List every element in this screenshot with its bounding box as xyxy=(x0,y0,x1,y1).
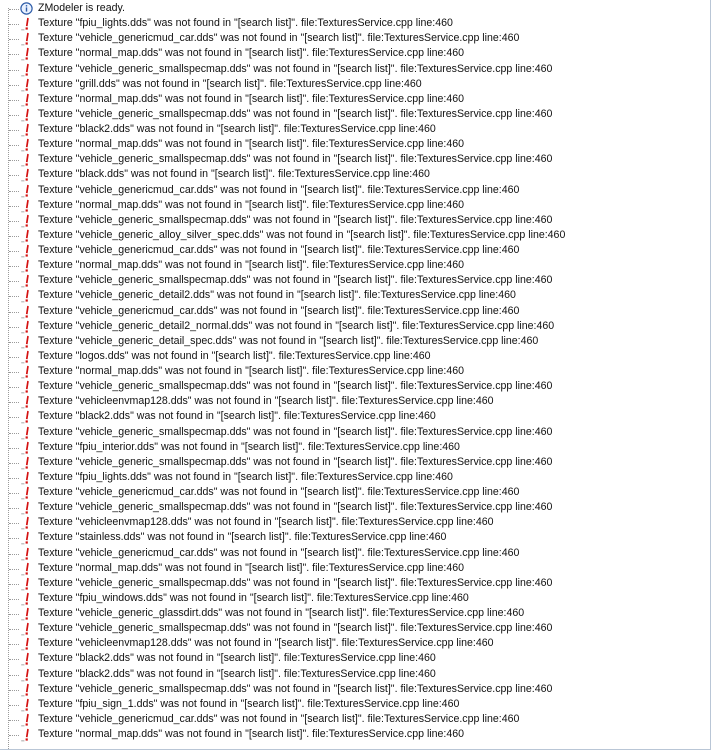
log-entry-text: Texture "vehicle_generic_smallspecmap.dds" was not found in "[search list]". file:TexturesService.cpp line:460 xyxy=(38,153,553,166)
error-icon xyxy=(20,153,34,166)
log-entry-info[interactable] xyxy=(0,1,710,16)
error-icon xyxy=(20,123,34,136)
log-entry-text: Texture "vehicle_generic_smallspecmap.dds" was not found in "[search list]". file:TexturesService.cpp line:460 xyxy=(38,622,553,635)
log-entry-text: Texture "vehicle_genericmud_car.dds" was not found in "[search list]". file:TexturesService.cpp line:460 xyxy=(38,32,520,45)
error-icon xyxy=(20,305,34,318)
error-icon xyxy=(20,17,34,30)
log-entry-error[interactable] xyxy=(0,576,710,591)
error-icon xyxy=(20,199,34,212)
log-entry-text: Texture "vehicle_generic_smallspecmap.dds" was not found in "[search list]". file:TexturesService.cpp line:460 xyxy=(38,213,553,226)
error-icon xyxy=(20,93,34,106)
message-log-list xyxy=(0,1,710,742)
log-entry-error[interactable] xyxy=(0,606,710,621)
error-icon xyxy=(20,471,34,484)
error-icon xyxy=(20,63,34,76)
log-entry-text: Texture "black2.dds" was not found in "[search list]". file:TexturesService.cpp line:460 xyxy=(38,410,436,423)
log-entry-text: Texture "vehicle_genericmud_car.dds" was not found in "[search list]". file:TexturesService.cpp line:460 xyxy=(38,304,520,317)
log-entry-text: Texture "vehicle_genericmud_car.dds" was not found in "[search list]". file:TexturesService.cpp line:460 xyxy=(38,546,520,559)
log-entry-text: Texture "vehicle_genericmud_car.dds" was not found in "[search list]". file:TexturesService.cpp line:460 xyxy=(38,712,520,725)
log-entry-error[interactable] xyxy=(0,636,710,651)
error-icon xyxy=(20,365,34,378)
error-icon xyxy=(20,668,34,681)
log-entry-error[interactable] xyxy=(0,16,710,31)
error-icon xyxy=(20,289,34,302)
error-icon xyxy=(20,531,34,544)
log-entry-text: Texture "black.dds" was not found in "[search list]". file:TexturesService.cpp line:460 xyxy=(38,168,430,181)
error-icon xyxy=(20,138,34,151)
error-icon xyxy=(20,562,34,575)
error-icon xyxy=(20,683,34,696)
log-entry-error[interactable] xyxy=(0,198,710,213)
log-entry-text: Texture "fpiu_lights.dds" was not found in "[search list]". file:TexturesService.cpp line:460 xyxy=(38,470,453,483)
log-entry-text: Texture "black2.dds" was not found in "[search list]". file:TexturesService.cpp line:460 xyxy=(38,667,436,680)
error-icon xyxy=(20,501,34,514)
log-entry-text: Texture "vehicle_generic_smallspecmap.dds" was not found in "[search list]". file:TexturesService.cpp line:460 xyxy=(38,576,553,589)
log-entry-error[interactable] xyxy=(0,409,710,424)
log-entry-error[interactable] xyxy=(0,727,710,742)
log-entry-text: Texture "vehicle_generic_detail_spec.dds" was not found in "[search list]". file:TexturesService.cpp line:460 xyxy=(38,334,539,347)
log-entry-error[interactable] xyxy=(0,213,710,228)
error-icon xyxy=(20,516,34,529)
log-entry-text: Texture "vehicle_generic_smallspecmap.dds" was not found in "[search list]". file:TexturesService.cpp line:460 xyxy=(38,682,553,695)
log-entry-text: Texture "normal_map.dds" was not found in "[search list]". file:TexturesService.cpp line:460 xyxy=(38,138,465,151)
log-entry-text: Texture "vehicleenvmap128.dds" was not found in "[search list]". file:TexturesService.cpp line:460 xyxy=(38,516,494,529)
error-icon xyxy=(20,592,34,605)
log-entry-text: Texture "vehicle_generic_smallspecmap.dds" was not found in "[search list]". file:TexturesService.cpp line:460 xyxy=(38,425,553,438)
log-entry-text: Texture "vehicle_genericmud_car.dds" was not found in "[search list]". file:TexturesService.cpp line:460 xyxy=(38,486,520,498)
error-icon xyxy=(20,713,34,726)
log-entry-error[interactable] xyxy=(0,697,710,712)
log-entry-error[interactable] xyxy=(0,470,710,485)
log-entry-text: Texture "vehicle_generic_smallspecmap.dds" was not found in "[search list]". file:TexturesService.cpp line:460 xyxy=(38,62,553,75)
error-icon xyxy=(20,244,34,257)
log-entry-text: Texture "normal_map.dds" was not found in "[search list]". file:TexturesService.cpp line:460 xyxy=(38,728,465,740)
error-icon xyxy=(20,78,34,91)
log-entry-error[interactable] xyxy=(0,364,710,379)
error-icon xyxy=(20,47,34,60)
log-entry-error[interactable] xyxy=(0,107,710,122)
log-entry-error[interactable] xyxy=(0,394,710,409)
log-entry-error[interactable] xyxy=(0,591,710,606)
error-icon xyxy=(20,350,34,363)
log-entry-error[interactable] xyxy=(0,379,710,394)
error-icon xyxy=(20,335,34,348)
log-entry-text: Texture "grill.dds" was not found in "[search list]". file:TexturesService.cpp line:460 xyxy=(38,77,422,90)
error-icon xyxy=(20,320,34,333)
log-entry-error[interactable] xyxy=(0,651,710,666)
log-entry-error[interactable] xyxy=(0,137,710,152)
error-icon xyxy=(20,32,34,45)
error-icon xyxy=(20,441,34,454)
log-entry-text: Texture "fpiu_sign_1.dds" was not found in "[search list]". file:TexturesService.cpp line:460 xyxy=(38,697,460,710)
error-icon xyxy=(20,698,34,711)
log-entry-text: Texture "normal_map.dds" was not found in "[search list]". file:TexturesService.cpp line:460 xyxy=(38,365,465,377)
error-icon xyxy=(20,607,34,620)
error-icon xyxy=(20,395,34,408)
log-entry-text: Texture "vehicleenvmap128.dds" was not found in "[search list]". file:TexturesService.cpp line:460 xyxy=(38,637,494,650)
log-entry-error[interactable] xyxy=(0,304,710,319)
log-entry-error[interactable] xyxy=(0,228,710,243)
log-entry-text: Texture "vehicle_genericmud_car.dds" was not found in "[search list]". file:TexturesService.cpp line:460 xyxy=(38,244,520,256)
log-entry-error[interactable] xyxy=(0,440,710,455)
error-icon xyxy=(20,108,34,121)
log-entry-text: Texture "vehicle_generic_smallspecmap.dds" was not found in "[search list]". file:TexturesService.cpp line:460 xyxy=(38,107,553,120)
log-entry-text: Texture "vehicle_genericmud_car.dds" was not found in "[search list]". file:TexturesService.cpp line:460 xyxy=(38,183,520,196)
log-entry-error[interactable] xyxy=(0,515,710,530)
error-icon xyxy=(20,652,34,665)
log-entry-text: Texture "vehicle_generic_alloy_silver_spec.dds" was not found in "[search list]". file:TexturesService.cpp line:460 xyxy=(38,228,566,241)
log-entry-text: Texture "normal_map.dds" was not found in "[search list]". file:TexturesService.cpp line:460 xyxy=(38,198,465,211)
error-icon xyxy=(20,184,34,197)
log-entry-text: Texture "vehicleenvmap128.dds" was not found in "[search list]". file:TexturesService.cpp line:460 xyxy=(38,395,494,408)
error-icon xyxy=(20,547,34,560)
log-entry-error[interactable] xyxy=(0,682,710,697)
log-entry-text: Texture "vehicle_generic_glassdirt.dds" was not found in "[search list]". file:TexturesService.cpp line:460 xyxy=(38,607,525,619)
log-entry-error[interactable] xyxy=(0,349,710,364)
log-entry-error[interactable] xyxy=(0,455,710,470)
log-entry-error[interactable] xyxy=(0,485,710,500)
log-entry-text: Texture "normal_map.dds" was not found in "[search list]". file:TexturesService.cpp line:460 xyxy=(38,561,465,574)
log-entry-error[interactable] xyxy=(0,319,710,334)
log-entry-text: Texture "vehicle_generic_smallspecmap.dds" was not found in "[search list]". file:TexturesService.cpp line:460 xyxy=(38,380,553,393)
log-entry-text: Texture "normal_map.dds" was not found in "[search list]". file:TexturesService.cpp line:460 xyxy=(38,92,465,105)
log-entry-text: ZModeler is ready. xyxy=(38,2,125,14)
log-entry-error[interactable] xyxy=(0,561,710,576)
log-entry-error[interactable] xyxy=(0,77,710,92)
log-entry-text: Texture "normal_map.dds" was not found in "[search list]". file:TexturesService.cpp line:460 xyxy=(38,47,465,60)
error-icon xyxy=(20,637,34,650)
log-entry-error[interactable] xyxy=(0,122,710,137)
error-icon xyxy=(20,380,34,393)
log-entry-error[interactable] xyxy=(0,425,710,440)
log-entry-error[interactable] xyxy=(0,273,710,288)
error-icon xyxy=(20,229,34,242)
log-entry-text: Texture "fpiu_windows.dds" was not found in "[search list]". file:TexturesService.cpp line:460 xyxy=(38,591,469,604)
error-icon xyxy=(20,426,34,439)
log-entry-text: Texture "vehicle_generic_detail2_normal.dds" was not found in "[search list]". file:TexturesService.cpp line:460 xyxy=(38,319,555,332)
log-entry-error[interactable] xyxy=(0,712,710,727)
log-entry-error[interactable] xyxy=(0,258,710,273)
log-entry-text: Texture "vehicle_generic_smallspecmap.dds" was not found in "[search list]". file:TexturesService.cpp line:460 xyxy=(38,455,553,468)
log-entry-text: Texture "vehicle_generic_detail2.dds" was not found in "[search list]". file:TexturesService.cpp line:460 xyxy=(38,289,516,302)
error-icon xyxy=(20,168,34,181)
error-icon xyxy=(20,577,34,590)
log-entry-text: Texture "stainless.dds" was not found in "[search list]". file:TexturesService.cpp line:460 xyxy=(38,531,447,544)
log-entry-text: Texture "vehicle_generic_smallspecmap.dds" was not found in "[search list]". file:TexturesService.cpp line:460 xyxy=(38,501,553,514)
error-icon xyxy=(20,456,34,469)
log-entry-error[interactable] xyxy=(0,243,710,258)
log-entry-text: Texture "fpiu_interior.dds" was not found in "[search list]". file:TexturesService.cpp line:460 xyxy=(38,440,460,453)
log-entry-error[interactable] xyxy=(0,92,710,107)
log-entry-error[interactable] xyxy=(0,183,710,198)
log-entry-error[interactable] xyxy=(0,288,710,303)
log-entry-text: Texture "normal_map.dds" was not found in "[search list]". file:TexturesService.cpp line:460 xyxy=(38,259,465,272)
log-entry-text: Texture "logos.dds" was not found in "[search list]". file:TexturesService.cpp line:460 xyxy=(38,349,431,362)
log-entry-error[interactable] xyxy=(0,167,710,182)
error-icon xyxy=(20,622,34,635)
log-entry-error[interactable] xyxy=(0,334,710,349)
error-icon xyxy=(20,259,34,272)
log-entry-error[interactable] xyxy=(0,62,710,77)
log-entry-error[interactable] xyxy=(0,500,710,515)
log-entry-text: Texture "black2.dds" was not found in "[search list]". file:TexturesService.cpp line:460 xyxy=(38,652,436,665)
log-entry-error[interactable] xyxy=(0,621,710,636)
log-entry-text: Texture "fpiu_lights.dds" was not found in "[search list]". file:TexturesService.cpp line:460 xyxy=(38,17,453,30)
log-entry-error[interactable] xyxy=(0,530,710,545)
log-entry-error[interactable] xyxy=(0,667,710,682)
log-entry-error[interactable] xyxy=(0,546,710,561)
log-entry-text: Texture "black2.dds" was not found in "[search list]". file:TexturesService.cpp line:460 xyxy=(38,123,436,135)
error-icon xyxy=(20,274,34,287)
error-icon xyxy=(20,214,34,227)
log-entry-error[interactable] xyxy=(0,152,710,167)
error-icon xyxy=(20,728,34,741)
info-icon xyxy=(20,2,34,15)
log-entry-error[interactable] xyxy=(0,31,710,46)
error-icon xyxy=(20,410,34,423)
error-icon xyxy=(20,486,34,499)
log-entry-text: Texture "vehicle_generic_smallspecmap.dds" was not found in "[search list]". file:TexturesService.cpp line:460 xyxy=(38,274,553,287)
log-entry-error[interactable] xyxy=(0,46,710,61)
